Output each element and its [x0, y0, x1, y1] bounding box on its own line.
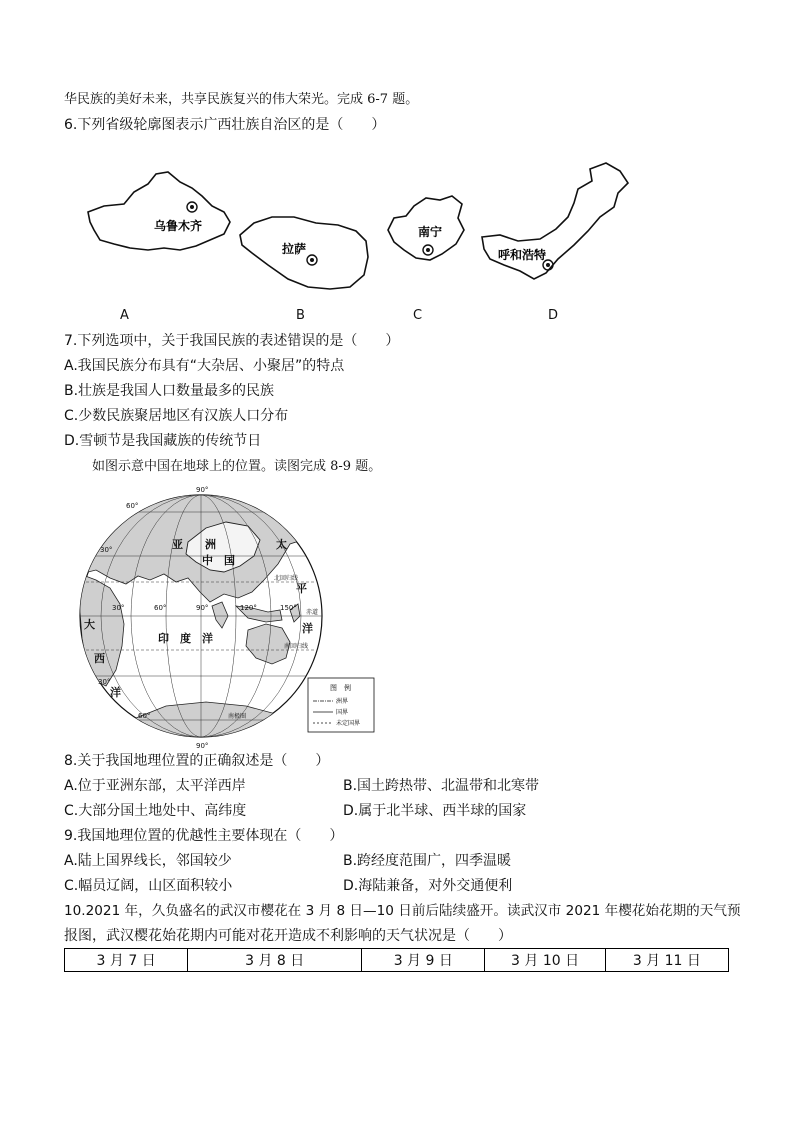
question-9-option-b: B.跨经度范围广，四季温暖 — [343, 853, 512, 869]
question-8-option-c: C.大部分国土地处中、高纬度 — [64, 803, 247, 819]
deg-top: 90° — [196, 486, 209, 494]
deg-lat60n: 60° — [126, 502, 139, 510]
city-label-d: 呼和浩特 — [498, 248, 547, 262]
map-option-a: A — [120, 308, 129, 323]
question-9-option-c: C.幅员辽阔，山区面积较小 — [64, 878, 233, 894]
legend-title: 图 例 — [330, 684, 351, 692]
intro-8-9: 如图示意中国在地球上的位置。读图完成 8-9 题。 — [92, 459, 382, 474]
legend-item-continent: 洲界 — [336, 698, 349, 705]
map-outline-a — [84, 160, 234, 264]
date-cell-mar7: 3 月 7 日 — [65, 949, 188, 972]
question-7-option-a: A.我国民族分布具有“大杂居、小聚居”的特点 — [64, 358, 345, 374]
question-7-option-d: D.雪顿节是我国藏族的传统节日 — [64, 433, 262, 449]
asia-label: 亚 洲 — [172, 538, 216, 551]
deg-lon90: 90° — [196, 604, 209, 612]
date-cell-mar11: 3 月 11 日 — [605, 949, 728, 972]
globe-map — [76, 482, 386, 754]
weather-forecast-table — [64, 948, 729, 972]
question-9-stem: 9.我国地理位置的优越性主要体现在（ ） — [64, 828, 344, 844]
map-option-c: C — [413, 308, 423, 323]
question-7-stem: 7.下列选项中，关于我国民族的表述错误的是（ ） — [64, 333, 400, 349]
legend-item-undetermined: 未定国界 — [336, 720, 361, 727]
map-outline-d — [478, 155, 633, 294]
deg-lon60: 60° — [154, 604, 167, 612]
atlantic-char-3: 洋 — [110, 686, 121, 699]
deg-lat30n: 30° — [100, 546, 113, 554]
pacific-char-1: 太 — [276, 538, 287, 551]
question-8-option-a: A.位于亚洲东部，太平洋西岸 — [64, 778, 246, 794]
deg-lon120: 120° — [240, 604, 257, 612]
map-outline-b — [238, 205, 373, 299]
deg-lat30s: 30° — [98, 678, 111, 686]
question-8-option-b: B.国土跨热带、北温带和北寒带 — [343, 778, 540, 794]
question-8-stem: 8.关于我国地理位置的正确叙述是（ ） — [64, 753, 330, 769]
pacific-char-3: 洋 — [302, 622, 313, 635]
tropic-north-label: 北回归线 — [274, 575, 299, 582]
antarctic-circle-label: 南极圈 — [228, 713, 247, 720]
pacific-char-2: 平 — [296, 582, 307, 595]
question-9-option-a: A.陆上国界线长，邻国较少 — [64, 853, 232, 869]
atlantic-char-1: 大 — [84, 618, 95, 631]
question-8-option-d: D.属于北半球、西半球的国家 — [343, 803, 527, 819]
tropic-south-label: 南回归线 — [284, 643, 309, 650]
table-row — [65, 949, 729, 972]
date-cell-mar8: 3 月 8 日 — [188, 949, 362, 972]
city-label-a: 乌鲁木齐 — [154, 219, 203, 233]
deg-lon30: 30° — [112, 604, 125, 612]
legend-item-border: 国界 — [336, 709, 349, 716]
equator-label: 赤道 — [306, 609, 319, 616]
question-6-stem: 6.下列省级轮廓图表示广西壮族自治区的是（ ） — [64, 117, 386, 133]
deg-bottom: 90° — [196, 742, 209, 750]
question-9-option-d: D.海陆兼备，对外交通便利 — [343, 878, 513, 894]
atlantic-char-2: 西 — [94, 652, 105, 665]
map-option-b: B — [296, 308, 305, 323]
deg-lon150: 150° — [280, 604, 297, 612]
date-cell-mar10: 3 月 10 日 — [485, 949, 605, 972]
map-outline-c — [384, 190, 469, 274]
city-label-b: 拉萨 — [282, 242, 307, 256]
question-10-line-1: 10.2021 年，久负盛名的武汉市樱花在 3 月 8 日—10 日前后陆续盛开。读武汉市 2021 年樱花始花期的天气预 — [64, 903, 741, 919]
indian-ocean-label: 印 度 洋 — [158, 632, 213, 645]
question-10-line-2: 报图，武汉樱花始花期内可能对花开造成不利影响的天气状况是（ ） — [64, 928, 512, 944]
date-cell-mar9: 3 月 9 日 — [362, 949, 485, 972]
globe-legend — [308, 678, 374, 732]
map-option-d: D — [548, 308, 559, 323]
intro-text: 华民族的美好未来，共享民族复兴的伟大荣光。完成 6-7 题。 — [64, 92, 419, 107]
city-label-c: 南宁 — [418, 225, 443, 239]
question-7-option-b: B.壮族是我国人口数量最多的民族 — [64, 383, 275, 399]
china-label: 中 国 — [202, 554, 235, 567]
question-7-option-c: C.少数民族聚居地区有汉族人口分布 — [64, 408, 289, 424]
deg-lat60s: 60° — [138, 712, 151, 720]
